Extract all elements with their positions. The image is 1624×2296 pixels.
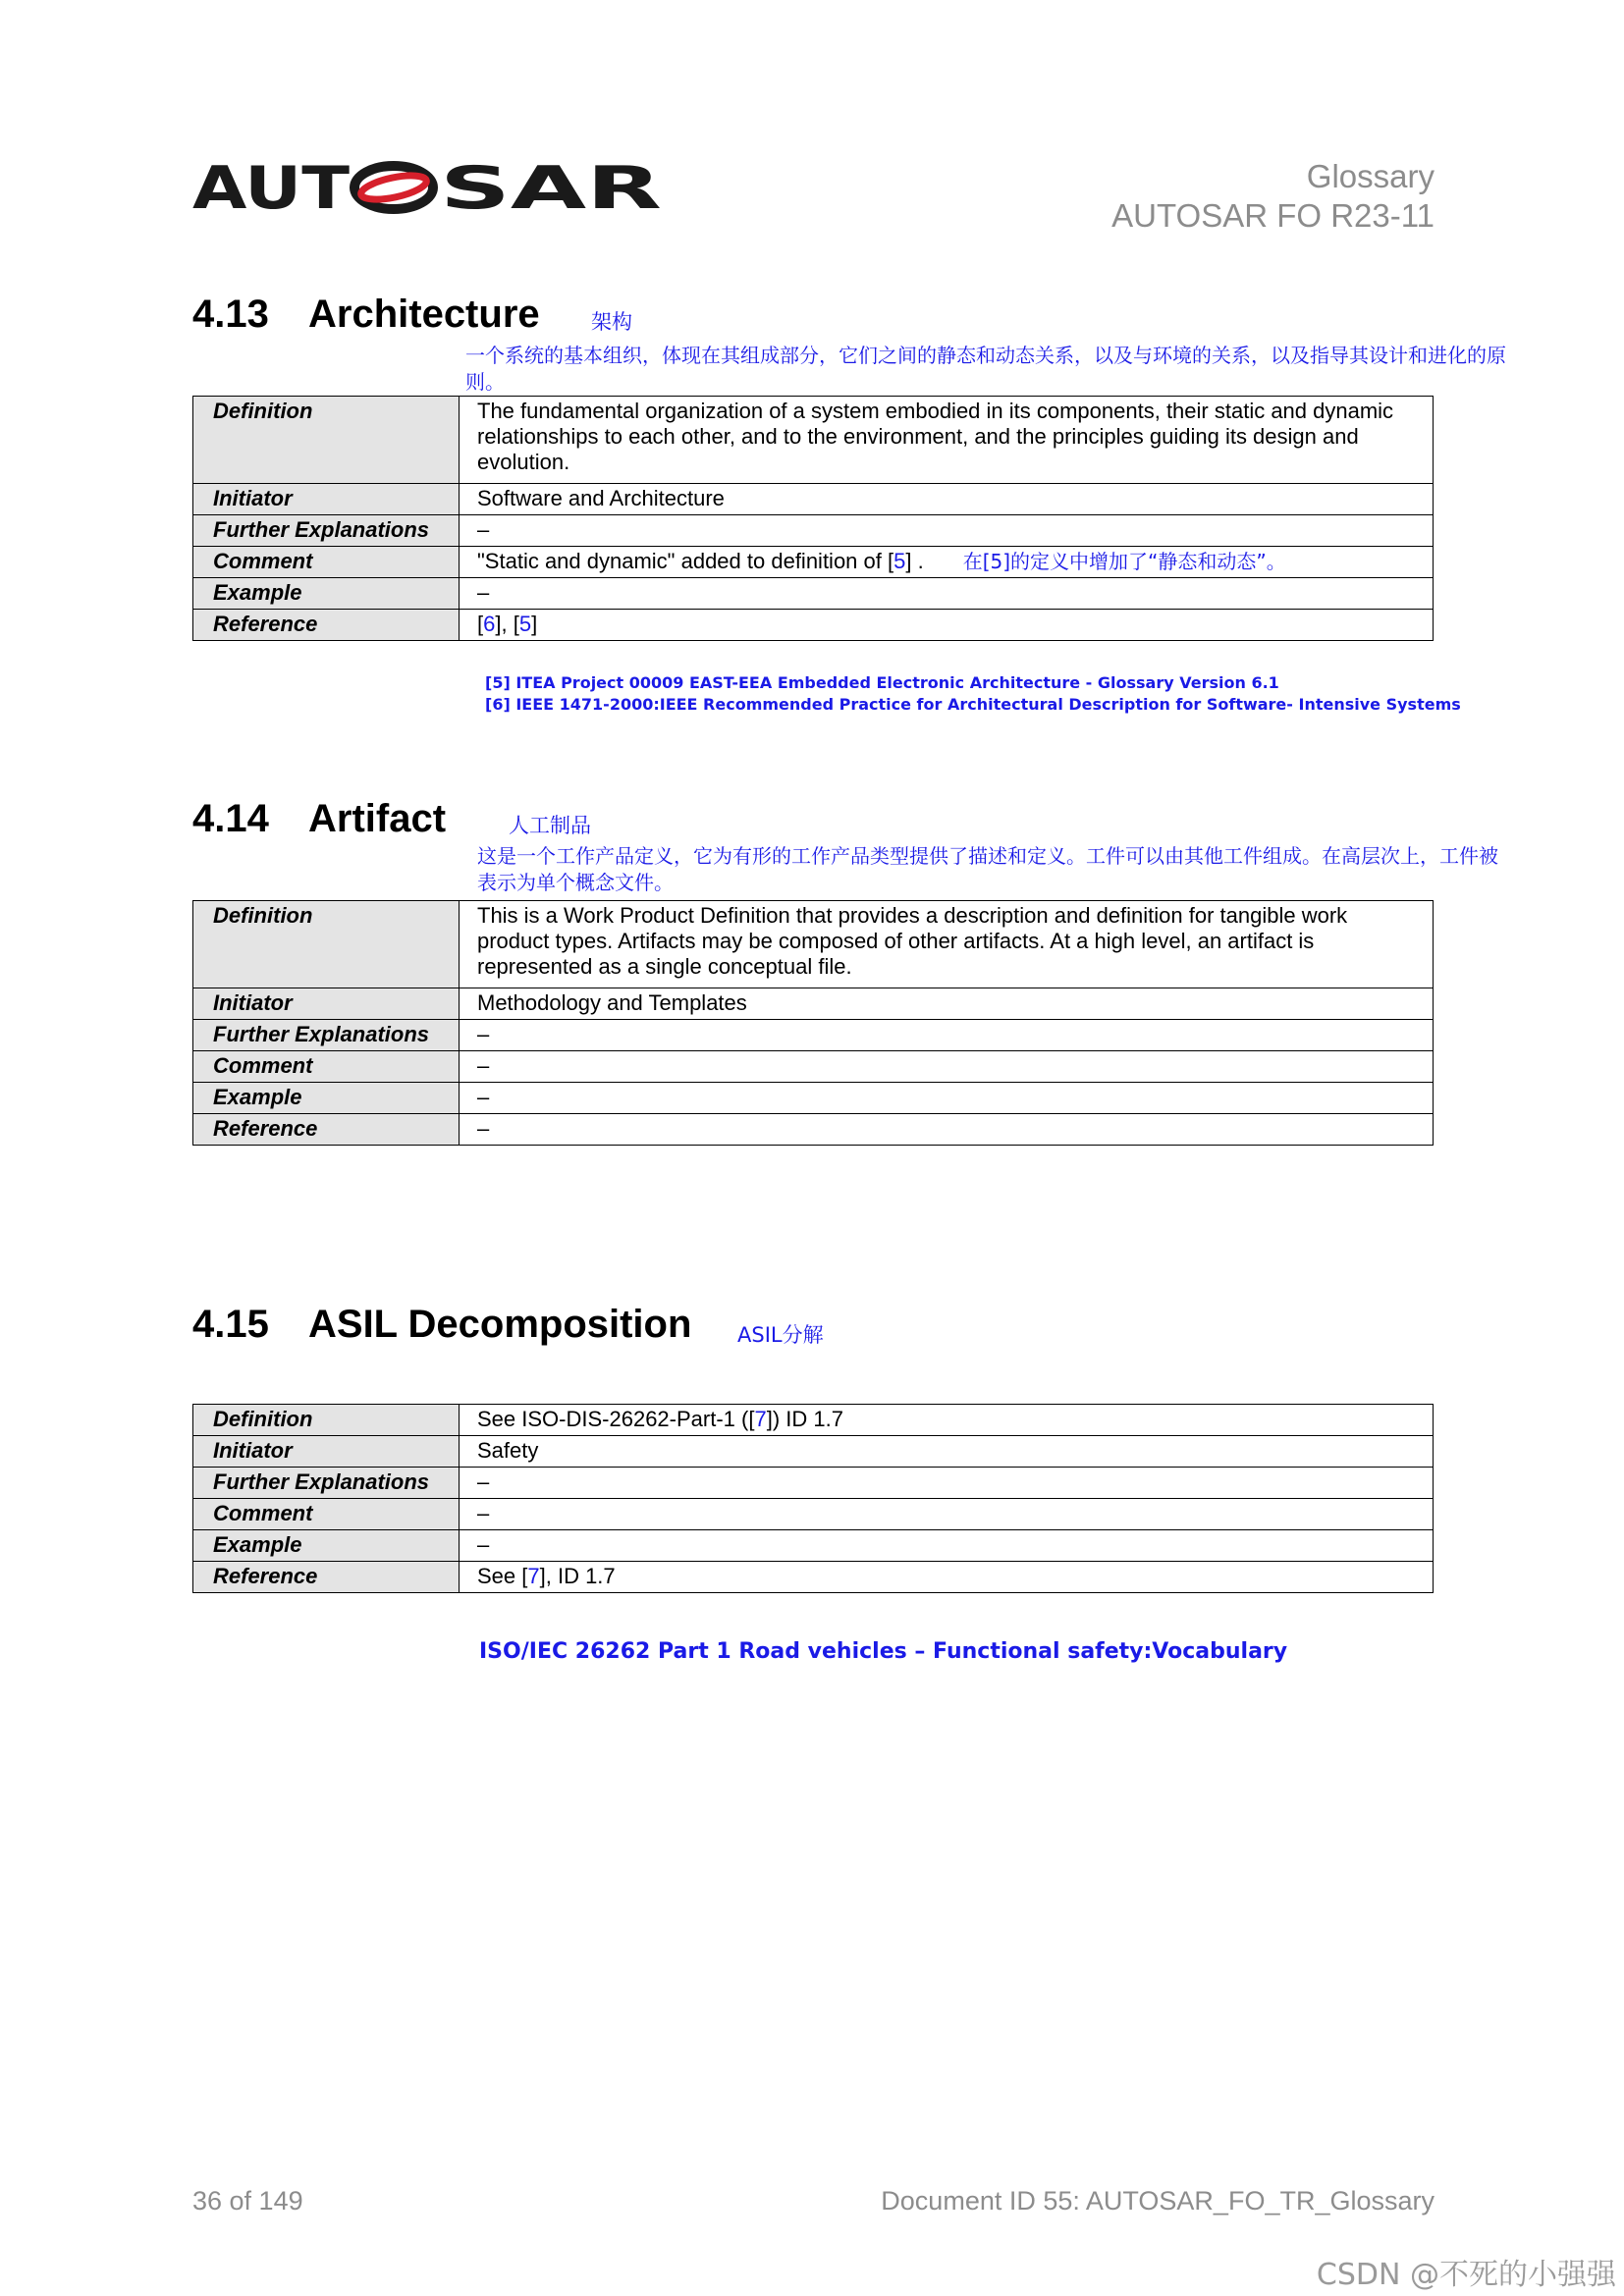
- comment-value: –: [460, 1499, 1434, 1530]
- svg-text:AUT: AUT: [192, 157, 351, 216]
- further-label: Further Explanations: [193, 1468, 460, 1499]
- example-value: –: [460, 1530, 1434, 1562]
- table-row: [193, 1468, 1434, 1499]
- reference-footnotes: [485, 672, 1461, 716]
- initiator-label: Initiator: [193, 484, 460, 515]
- table-row: [193, 1562, 1434, 1593]
- initiator-value: Software and Architecture: [460, 484, 1434, 515]
- watermark: CSDN @不死的小强强: [1316, 2258, 1616, 2292]
- reference-label: Reference: [193, 1114, 460, 1146]
- initiator-label: Initiator: [193, 988, 460, 1020]
- table-row: [193, 1114, 1434, 1146]
- table-row: [193, 988, 1434, 1020]
- comment-label: Comment: [193, 1499, 460, 1530]
- autosar-logo: [192, 157, 664, 216]
- section-title-4-13: [192, 293, 540, 337]
- reference-text: See [: [477, 1564, 528, 1588]
- footnote: [6] IEEE 1471-2000:IEEE Recommended Practice for Architectural Description for Software- Intensive Systems: [485, 695, 1461, 714]
- glossary-table-asil-decomposition: [192, 1404, 1434, 1593]
- zh-description-note: 这是一个工作产品定义，它为有形的工作产品类型提供了描述和定义。工件可以由其他工件组成。在高层次上，工件被表示为单个概念文件。: [477, 844, 1498, 894]
- table-row: [193, 1499, 1434, 1530]
- table-row: [193, 397, 1434, 484]
- example-label: Example: [193, 578, 460, 610]
- comment-text-end: ] .: [905, 549, 924, 573]
- initiator-value: Safety: [460, 1436, 1434, 1468]
- further-value: –: [460, 1468, 1434, 1499]
- reference-label: Reference: [193, 1562, 460, 1593]
- section-heading: Artifact: [308, 797, 447, 840]
- iso-footnote: ISO/IEC 26262 Part 1 Road vehicles – Functional safety:Vocabulary: [479, 1639, 1288, 1664]
- table-row: [193, 901, 1434, 988]
- zh-description-note: 一个系统的基本组织，体现在其组成部分，它们之间的静态和动态关系，以及与环境的关系，以及指导其设计和进化的原则。: [465, 344, 1506, 394]
- section-number: 4.14: [192, 797, 269, 840]
- table-row: [193, 1051, 1434, 1083]
- svg-text:SAR: SAR: [440, 157, 662, 216]
- reference-text-end: ], ID 1.7: [539, 1564, 616, 1588]
- header-right: [1111, 157, 1435, 236]
- zh-title-note: ASIL分解: [737, 1323, 824, 1347]
- table-row: [193, 578, 1434, 610]
- citation-link[interactable]: 5: [518, 612, 532, 636]
- further-label: Further Explanations: [193, 515, 460, 547]
- page-number: 36 of 149: [192, 2186, 303, 2216]
- example-label: Example: [193, 1530, 460, 1562]
- doc-title: Glossary: [1306, 158, 1435, 194]
- citation-link[interactable]: 7: [527, 1564, 540, 1588]
- section-heading: ASIL Decomposition: [308, 1303, 692, 1346]
- section-title-4-14: [192, 797, 446, 841]
- definition-text: See ISO-DIS-26262-Part-1 ([: [477, 1407, 755, 1431]
- definition-value: The fundamental organization of a system embodied in its components, their static and dynamic relationships to each other, and to the environment, and the principles guiding its design and evolution.: [460, 397, 1434, 484]
- comment-text: "Static and dynamic" added to definition of [: [477, 549, 894, 573]
- comment-label: Comment: [193, 1051, 460, 1083]
- definition-label: Definition: [193, 1405, 460, 1436]
- comment-value: –: [460, 1051, 1434, 1083]
- zh-comment-note: 在[5]的定义中增加了“静态和动态”。: [962, 550, 1286, 573]
- footnote: [5] ITEA Project 00009 EAST-EEA Embedded Electronic Architecture - Glossary Version 6.1: [485, 673, 1279, 692]
- table-row: [193, 1083, 1434, 1114]
- glossary-table-artifact: [192, 900, 1434, 1146]
- example-value: –: [460, 578, 1434, 610]
- definition-text-end: ]) ID 1.7: [766, 1407, 843, 1431]
- zh-title-note: 人工制品: [509, 814, 591, 837]
- reference-value: [460, 1562, 1434, 1593]
- further-label: Further Explanations: [193, 1020, 460, 1051]
- section-number: 4.15: [192, 1303, 269, 1346]
- document-id: Document ID 55: AUTOSAR_FO_TR_Glossary: [881, 2186, 1435, 2216]
- comment-label: Comment: [193, 547, 460, 578]
- further-value: –: [460, 515, 1434, 547]
- comment-value: [460, 547, 1434, 578]
- citation-link[interactable]: 6: [483, 612, 496, 636]
- initiator-value: Methodology and Templates: [460, 988, 1434, 1020]
- table-row: [193, 1530, 1434, 1562]
- glossary-table-architecture: [192, 396, 1434, 641]
- initiator-label: Initiator: [193, 1436, 460, 1468]
- example-value: –: [460, 1083, 1434, 1114]
- release-label: AUTOSAR FO R23-11: [1111, 197, 1435, 234]
- further-value: –: [460, 1020, 1434, 1051]
- definition-value: This is a Work Product Definition that provides a description and definition for tangible work product types. Artifacts may be composed of other artifacts. At a high level, an artifact is represented as a single conceptual file.: [460, 901, 1434, 988]
- reference-value: –: [460, 1114, 1434, 1146]
- table-row: [193, 610, 1434, 641]
- example-label: Example: [193, 1083, 460, 1114]
- reference-label: Reference: [193, 610, 460, 641]
- section-number: 4.13: [192, 293, 269, 336]
- definition-value: [460, 1405, 1434, 1436]
- table-row: [193, 484, 1434, 515]
- section-heading: Architecture: [308, 293, 540, 336]
- definition-label: Definition: [193, 901, 460, 988]
- table-row: [193, 1436, 1434, 1468]
- definition-label: Definition: [193, 397, 460, 484]
- table-row: [193, 515, 1434, 547]
- citation-link[interactable]: 7: [754, 1407, 767, 1431]
- reference-value: [6], [5]: [460, 610, 1434, 641]
- table-row: [193, 1405, 1434, 1436]
- section-title-4-15: [192, 1303, 691, 1347]
- zh-title-note: 架构: [591, 310, 632, 334]
- citation-link[interactable]: 5: [893, 549, 906, 573]
- table-row: [193, 547, 1434, 578]
- table-row: [193, 1020, 1434, 1051]
